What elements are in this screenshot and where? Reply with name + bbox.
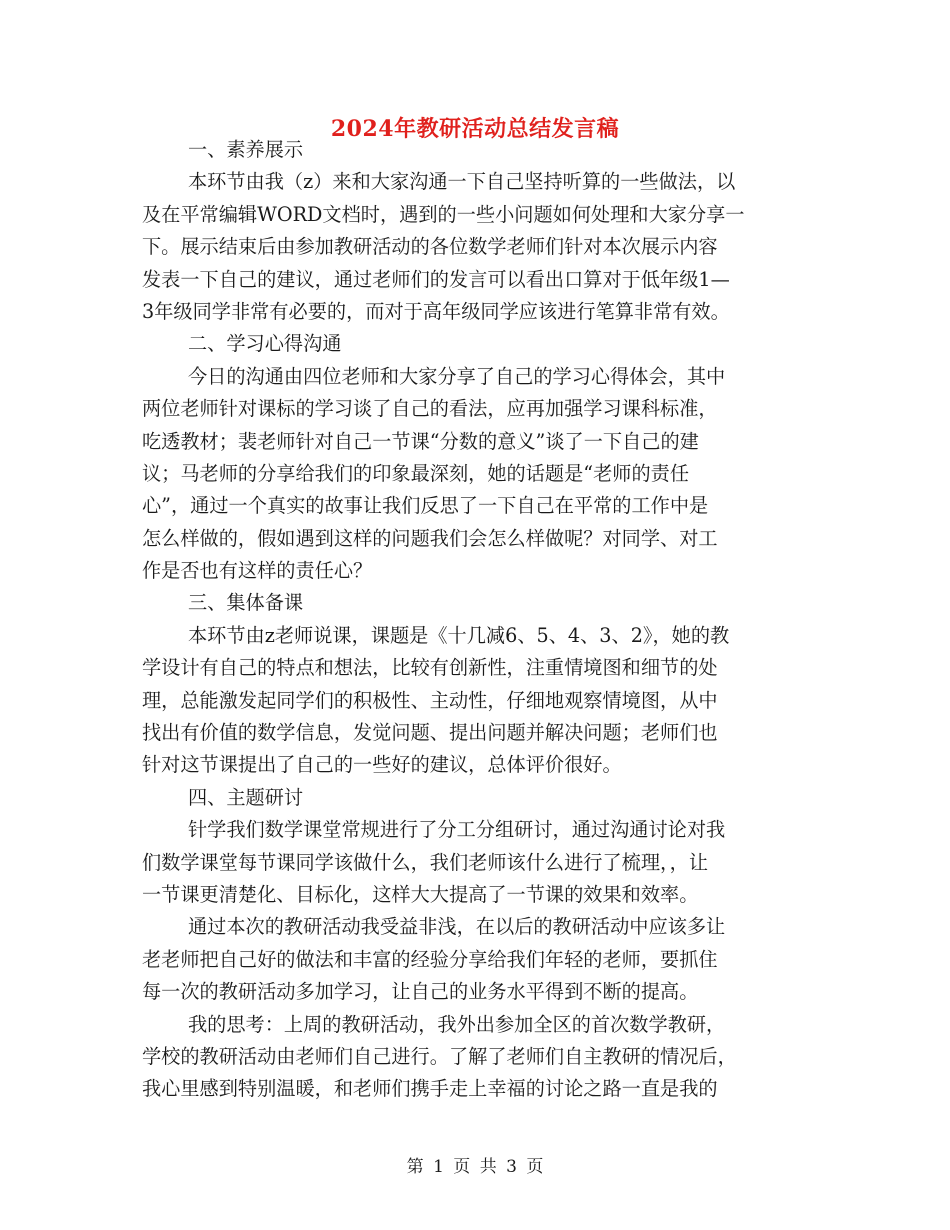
text-line: 三、集体备课 [188,591,304,615]
text-line: 及在平常编辑WORD文档时，遇到的一些小问题如何处理和大家分享一 [142,202,745,226]
page-footer: 第 1 页 共 3 页 [406,1157,544,1177]
text-line: 今日的沟通由四位老师和大家分享了自己的学习心得体会，其中 [188,364,726,388]
text-line: 二、学习心得沟通 [188,332,342,356]
text-line: 本环节由我（z）来和大家沟通一下自己坚持听算的一些做法，以 [188,170,736,194]
text-line: 每一次的教研活动多加学习，让自己的业务水平得到不断的提高。 [142,980,699,1004]
document-body [142,134,812,1106]
text-line: 学校的教研活动由老师们自己进行。了解了老师们自主教研的情况后， [142,1044,737,1068]
text-line: 们数学课堂每节课同学该做什么，我们老师该什么进行了梳理，，让 [142,850,709,874]
text-line: 议；马老师的分享给我们的印象最深刻，她的话题是“老师的责任 [142,461,690,485]
text-line: 一节课更清楚化、目标化，这样大大提高了一节课的效果和效率。 [142,882,699,906]
text-line: 作是否也有这样的责任心？ [142,559,373,583]
text-line: 心”，通过一个真实的故事让我们反思了一下自己在平常的工作中是 [142,494,709,518]
text-line: 理，总能激发起同学们的积极性、主动性，仔细地观察情境图，从中 [142,688,718,712]
text-line: 针对这节课提出了自己的一些好的建议，总体评价很好。 [142,753,622,777]
text-line: 四、主题研讨 [188,785,304,809]
text-line: 找出有价值的数学信息，发觉问题、提出问题并解决问题；老师们也 [142,721,718,745]
text-line: 一、素养展示 [188,138,304,161]
text-line: 吃透教材；裴老师针对自己一节课“分数的意义”谈了一下自己的建 [142,429,699,453]
text-line: 两位老师针对课标的学习谈了自己的看法，应再加强学习课科标准， [142,397,718,421]
text-line: 学设计有自己的特点和想法，比较有创新性，注重情境图和细节的处 [142,656,718,680]
text-line: 我心里感到特别温暖，和老师们携手走上幸福的讨论之路一直是我的 [142,1077,718,1101]
text-line: 下。展示结束后由参加教研活动的各位数学老师们针对本次展示内容 [142,235,718,259]
text-line: 我的思考：上周的教研活动，我外出参加全区的首次数学教研， [188,1012,726,1036]
text-line: 3年级同学非常有必要的，而对于高年级同学应该进行笔算非常有效。 [142,299,730,323]
text-line: 本环节由z老师说课，课题是《十几减6、5、4、3、2》，她的教 [188,623,730,647]
text-line: 通过本次的教研活动我受益非浅，在以后的教研活动中应该多让 [188,915,726,939]
text-line: 怎么样做的，假如遇到这样的问题我们会怎么样做呢？对同学、对工 [142,526,718,550]
text-line: 针学我们数学课堂常规进行了分工分组研讨，通过沟通讨论对我 [188,818,726,842]
document-title: 2024年教研活动总结发言稿 [330,116,620,142]
text-line: 发表一下自己的建议，通过老师们的发言可以看出口算对于低年级1— [142,267,730,291]
text-line: 老老师把自己好的做法和丰富的经验分享给我们年轻的老师，要抓住 [142,947,718,971]
